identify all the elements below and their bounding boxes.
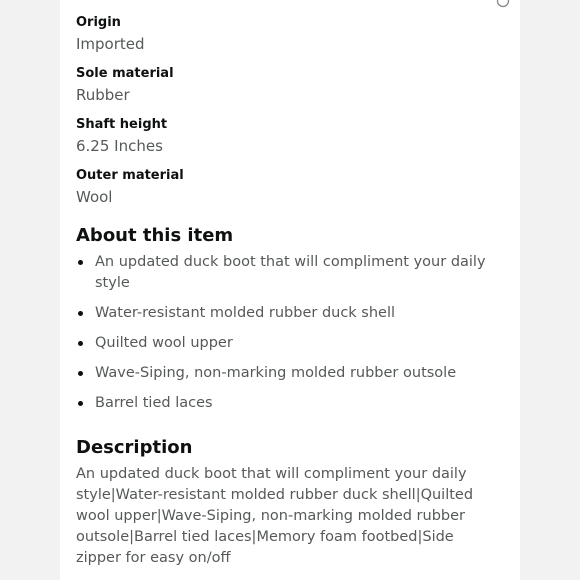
- bullet-text: An updated duck boot that will compliment your daily style: [95, 254, 486, 291]
- bullet-text: Wave-Siping, non-marking molded rubber outsole: [95, 365, 457, 381]
- spec-label: Outer material: [76, 168, 184, 183]
- bullet-dot-icon: [78, 371, 83, 376]
- product-details-panel: [60, 0, 520, 580]
- about-bullet-list: [76, 252, 506, 423]
- spec-outer-material: [76, 167, 184, 207]
- bullet-dot-icon: [78, 311, 83, 316]
- about-heading: About this item: [76, 225, 234, 246]
- list-item: [76, 393, 506, 414]
- spec-label: Shaft height: [76, 117, 168, 132]
- bullet-text: Quilted wool upper: [95, 335, 233, 351]
- spec-value: Imported: [76, 35, 145, 53]
- bullet-dot-icon: [78, 341, 83, 346]
- list-item: [76, 363, 506, 384]
- spec-origin: [76, 14, 145, 54]
- spec-value: 6.25 Inches: [76, 137, 163, 155]
- spec-value: Wool: [76, 188, 113, 206]
- description-text: An updated duck boot that will compliment your daily style|Water-resistant molded rubber duck shell|Quilted wool upper|Wave-Siping, non-marking molded rubber outsole|Barrel tied laces|Memory foam footbed|Side zipper for easy on/off: [76, 466, 474, 566]
- list-item: [76, 303, 506, 324]
- spec-value: Rubber: [76, 86, 130, 104]
- description-heading: Description: [76, 437, 193, 458]
- spec-shaft-height: [76, 116, 167, 156]
- spec-label: Sole material: [76, 66, 174, 81]
- list-item: [76, 252, 506, 294]
- bullet-dot-icon: [78, 260, 83, 265]
- bullet-dot-icon: [78, 401, 83, 406]
- spec-label: Origin: [76, 15, 121, 30]
- partial-icon: [496, 0, 510, 8]
- bullet-text: Water-resistant molded rubber duck shell: [95, 305, 396, 321]
- bullet-text: Barrel tied laces: [95, 395, 213, 411]
- list-item: [76, 333, 506, 354]
- spec-sole-material: [76, 65, 174, 105]
